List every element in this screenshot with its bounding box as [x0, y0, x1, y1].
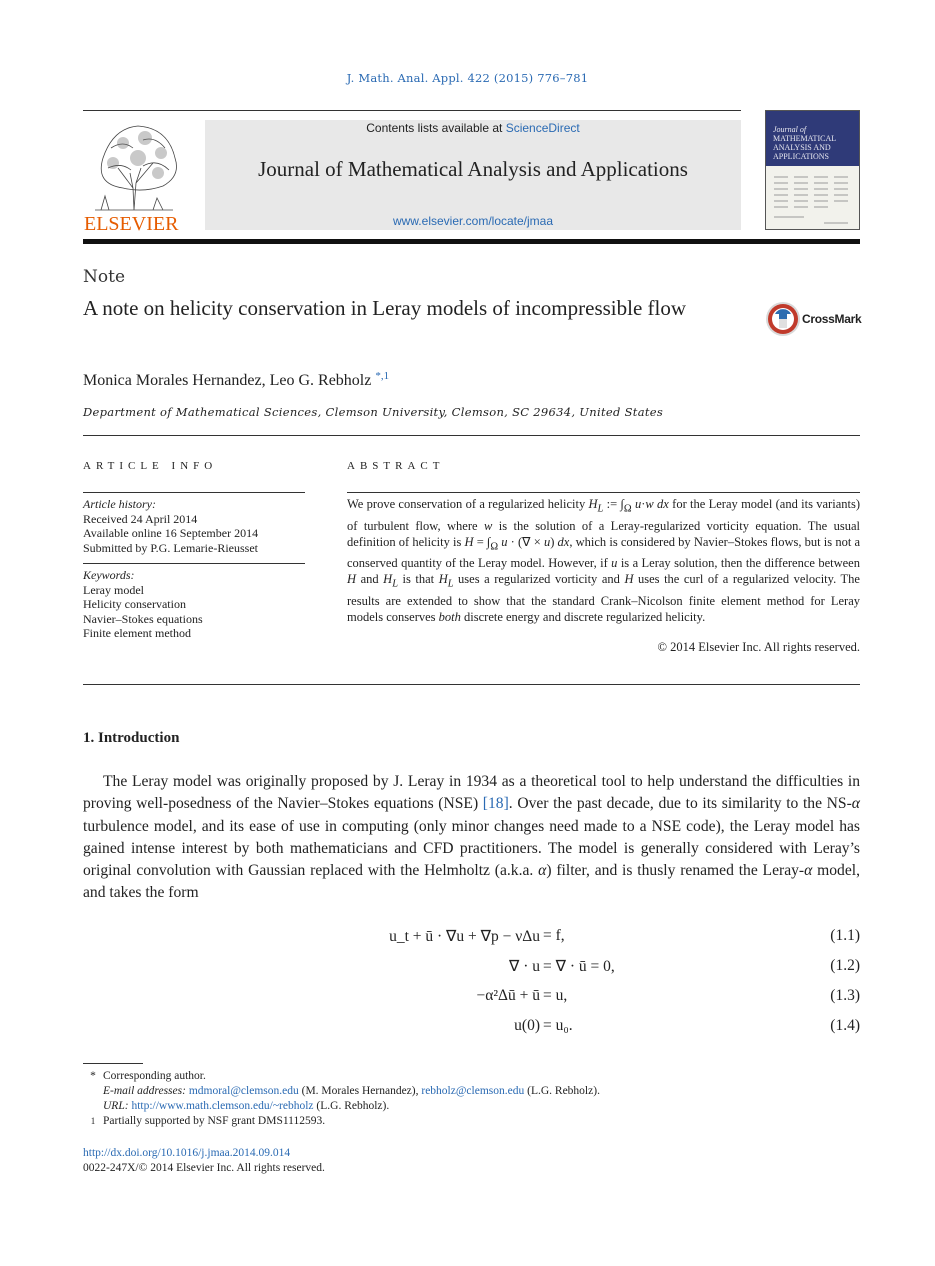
equation-number: (1.2)	[830, 957, 860, 974]
footnote-rule	[83, 1063, 143, 1064]
citation-link[interactable]: [18]	[482, 795, 509, 813]
email-owner: (L.G. Rebholz).	[527, 1085, 600, 1097]
abstract-copyright: © 2014 Elsevier Inc. All rights reserved.	[657, 640, 860, 654]
abstract-rule	[347, 492, 860, 493]
affiliation: Department of Mathematical Sciences, Clemson University, Clemson, SC 29634, United States	[83, 405, 664, 419]
journal-reference[interactable]: J. Math. Anal. Appl. 422 (2015) 776–781	[346, 71, 589, 85]
footnote-url	[83, 1099, 860, 1114]
authors-names: Monica Morales Hernandez, Leo G. Rebholz	[83, 372, 372, 389]
homepage-link[interactable]: http://www.math.clemson.edu/~rebholz	[131, 1100, 314, 1112]
contents-prefix: Contents lists available at	[366, 121, 503, 135]
cover-title	[773, 125, 858, 161]
abstract-heading: ABSTRACT	[347, 460, 445, 472]
keywords-rule	[83, 563, 305, 564]
doi-link[interactable]: http://dx.doi.org/10.1016/j.jmaa.2014.09.014	[83, 1147, 291, 1159]
article-type: Note	[83, 267, 126, 287]
equation-rhs: = u₀.	[543, 1017, 573, 1034]
email-owner: (M. Morales Hernandez),	[301, 1085, 419, 1097]
footnote-1	[83, 1114, 860, 1129]
equation-rhs: = u,	[543, 987, 568, 1004]
cover-title-line: APPLICATIONS	[773, 152, 830, 161]
equation-lhs: u(0)	[514, 1017, 540, 1034]
keyword: Leray model	[83, 582, 144, 597]
equation-lhs: −α²Δū + ū	[476, 987, 540, 1004]
email-link[interactable]: rebholz@clemson.edu	[421, 1085, 525, 1097]
article-history	[83, 497, 305, 555]
journal-name: Journal of Mathematical Analysis and Applications	[258, 157, 688, 181]
elsevier-logo-text: ELSEVIER	[84, 213, 179, 234]
journal-cover	[765, 110, 860, 230]
header-top-rule	[83, 110, 741, 111]
journal-url-link[interactable]: www.elsevier.com/locate/jmaa	[392, 214, 554, 228]
cover-title-line: Journal of	[773, 125, 807, 134]
elsevier-logo	[83, 118, 185, 234]
sciencedirect-link[interactable]: ScienceDirect	[505, 121, 580, 135]
header-thick-rule	[83, 239, 860, 244]
bottom-info	[83, 1146, 325, 1176]
cover-contents-lines	[774, 173, 854, 228]
equation-rhs: = f,	[543, 927, 565, 944]
history-label: Article history:	[83, 497, 156, 511]
crossmark-label[interactable]: CrossMark	[802, 312, 862, 326]
cover-title-line: MATHEMATICAL	[773, 134, 837, 143]
email-link[interactable]: mdmoral@clemson.edu	[188, 1085, 299, 1097]
abstract-end-rule	[83, 684, 860, 685]
url-owner: (L.G. Rebholz).	[316, 1100, 390, 1112]
abstract-text: We prove conservation of a regularized helicity $H_L$ := $\int_\Omega$ u·w dx for the Leray model (and its variants) of turbulent flow, where w is the solution of a Leray-regularized vorticity equation. The usual definition of helicity is $H = \int_\Omega$ u · (∇ × u) dx, which is considered by Navier–Stokes flows, but is not a conserved quantity of the Leray model. However, if u is a Leray solution, then the difference between H and $H_L$ is that $H_L$ uses a regularized vorticity and H uses the curl of a regularized velocity. The results are extended to show that the standard Crank–Nicolson finite element method for Leray models conserves both discrete energy and discrete regularized helicity.	[347, 497, 861, 624]
footnote-emails	[83, 1084, 860, 1099]
contents-line	[205, 121, 741, 135]
history-rule	[83, 492, 305, 493]
equation-number: (1.4)	[830, 1017, 860, 1034]
email-label: E-mail addresses:	[103, 1085, 186, 1097]
history-item: Submitted by P.G. Lemarie-Rieusset	[83, 540, 258, 555]
footnotes	[83, 1069, 860, 1129]
intro-paragraph: The Leray model was originally proposed by J. Leray in 1934 as a theoretical tool to help understand the difficulties in proving well-posedness of the Navier–Stokes equations (NSE) [18]. Over the past decade, due to its similarity to the NS-α turbulence model, and its ease of use in computing (only minor changes need made to a NSE code), the Leray model has gained intense interest by both mathematicians and CFD practitioners. The model is generally considered with Leray’s original convolution with Gaussian replaced with the Helmholtz (a.k.a. α) filter, and is thusly renamed the Leray-α model, and takes the form	[83, 773, 861, 902]
footnote-corresponding	[83, 1069, 860, 1084]
equation-lhs: ∇ · u	[508, 958, 540, 975]
title-rule	[83, 435, 860, 436]
history-item: Available online 16 September 2014	[83, 526, 259, 540]
keyword: Navier–Stokes equations	[83, 611, 203, 626]
author-marks[interactable]: *,1	[375, 370, 390, 382]
keywords-label: Keywords:	[83, 568, 135, 582]
author-list	[83, 372, 389, 390]
article-title: A note on helicity conservation in Leray models of incompressible flow	[83, 296, 687, 320]
corresponding-text: Corresponding author.	[103, 1070, 206, 1082]
equation-number: (1.3)	[830, 987, 860, 1004]
keywords	[83, 568, 305, 641]
equation-rhs: = ∇ · ū = 0,	[543, 958, 615, 975]
equation-number: (1.1)	[830, 927, 860, 944]
article-info-heading: ARTICLE INFO	[83, 460, 218, 472]
section-title: 1. Introduction	[83, 730, 180, 746]
footnote-1-text: Partially supported by NSF grant DMS1112593.	[103, 1115, 326, 1127]
history-item: Received 24 April 2014	[83, 511, 198, 526]
footnote-mark: *	[90, 1070, 96, 1082]
cover-title-line: ANALYSIS AND	[773, 143, 831, 152]
issn-line: 0022-247X/© 2014 Elsevier Inc. All rights reserved.	[83, 1162, 325, 1174]
footnote-mark: 1	[90, 1116, 96, 1126]
keyword: Helicity conservation	[83, 597, 186, 611]
url-label: URL:	[103, 1100, 129, 1112]
equation-lhs: u_t + ū · ∇u + ∇p − νΔu	[389, 928, 540, 945]
keyword: Finite element method	[83, 626, 191, 640]
